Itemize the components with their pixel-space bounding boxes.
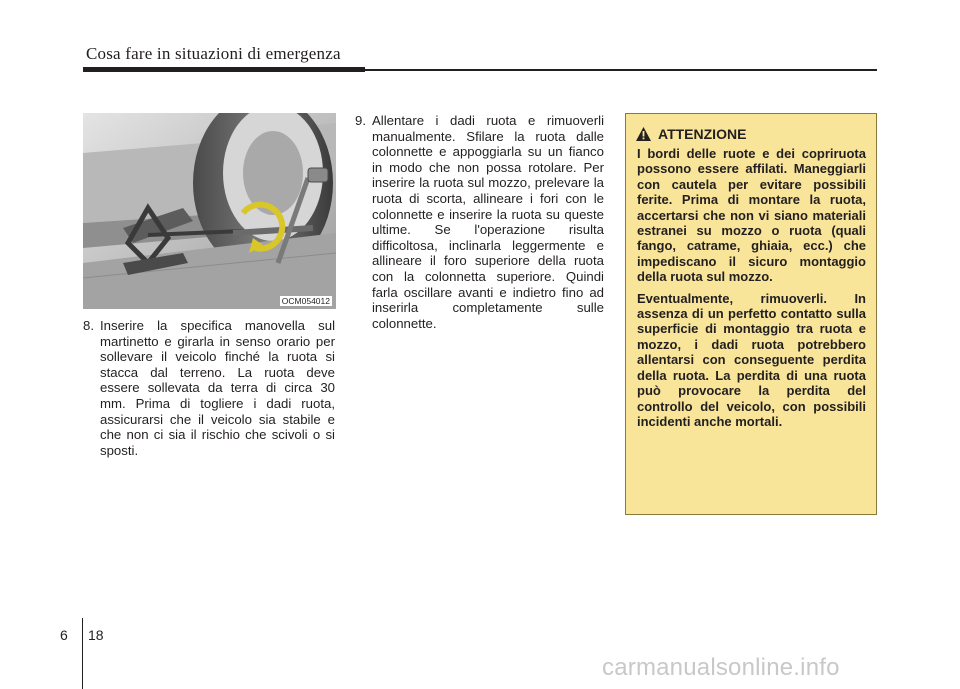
header-rule (83, 67, 365, 72)
step-text: Inserire la specifica manovella sul martinetto e girarla in senso orario per sollevare il veicolo finché la ruota si stacca dal terreno. La ruota deve essere sollevata da terra di circa 30 mm. Prima di togliere i dadi ruota, assicurarsi che il veicolo sia stabile e che non ci sia il rischio che scivoli o si sposti. (100, 318, 335, 458)
warning-box (625, 113, 877, 515)
step-9 (355, 113, 604, 331)
warning-paragraph: I bordi delle ruote e dei copriruota possono essere affilati. Maneggiarli con cautela per evitare possibili ferite. Prima di montare la ruota, accertarsi che non vi siano materiali estranei su mozzo o ruota (quali fango, catrame, ghiaia, ecc.) che impediscano il sicuro montaggio della ruota sul mozzo. (637, 146, 866, 285)
jack-illustration (83, 113, 336, 309)
page-number: 18 (88, 627, 104, 643)
warning-triangle-icon (635, 126, 652, 142)
step-8 (83, 318, 335, 458)
figure-code: OCM054012 (281, 296, 330, 306)
warning-header (635, 126, 866, 142)
footer-rule (82, 618, 83, 689)
header-rule-thin (365, 69, 877, 71)
step-number: 8. (83, 318, 94, 333)
car-jack-illustration (83, 113, 336, 309)
warning-title: ATTENZIONE (658, 126, 747, 142)
watermark: carmanualsonline.info (602, 654, 840, 681)
warning-paragraph: Eventualmente, rimuoverli. In assenza di un perfetto contatto sulla superficie di montaggio tra ruota e mozzo, i dadi ruota potrebbero allentarsi con conseguente perdita della ruota. La perdita di una ruota può provocare la perdita del controllo del veicolo, con possibili incidenti anche mortali. (637, 290, 866, 429)
chapter-number: 6 (60, 627, 68, 643)
step-text: Allentare i dadi ruota e rimuoverli manualmente. Sfilare la ruota dalle colonnette e appoggiarla su un fianco in modo che non possa rotolare. Per inserire la ruota sul mozzo, prelevare la ruota di scorta, allineare i fori con le colonnette e inserire la ruota su queste ultime. Se l'operazione risulta difficoltosa, inclinarla leggermente e allineare il foro superiore della ruota con la colonnetta superiore. Quindi farla oscillare avanti e indietro fino ad inserirla completamente sulle colonnette. (372, 113, 604, 331)
step-number: 9. (355, 113, 366, 128)
page-header-title: Cosa fare in situazioni di emergenza (86, 44, 341, 63)
